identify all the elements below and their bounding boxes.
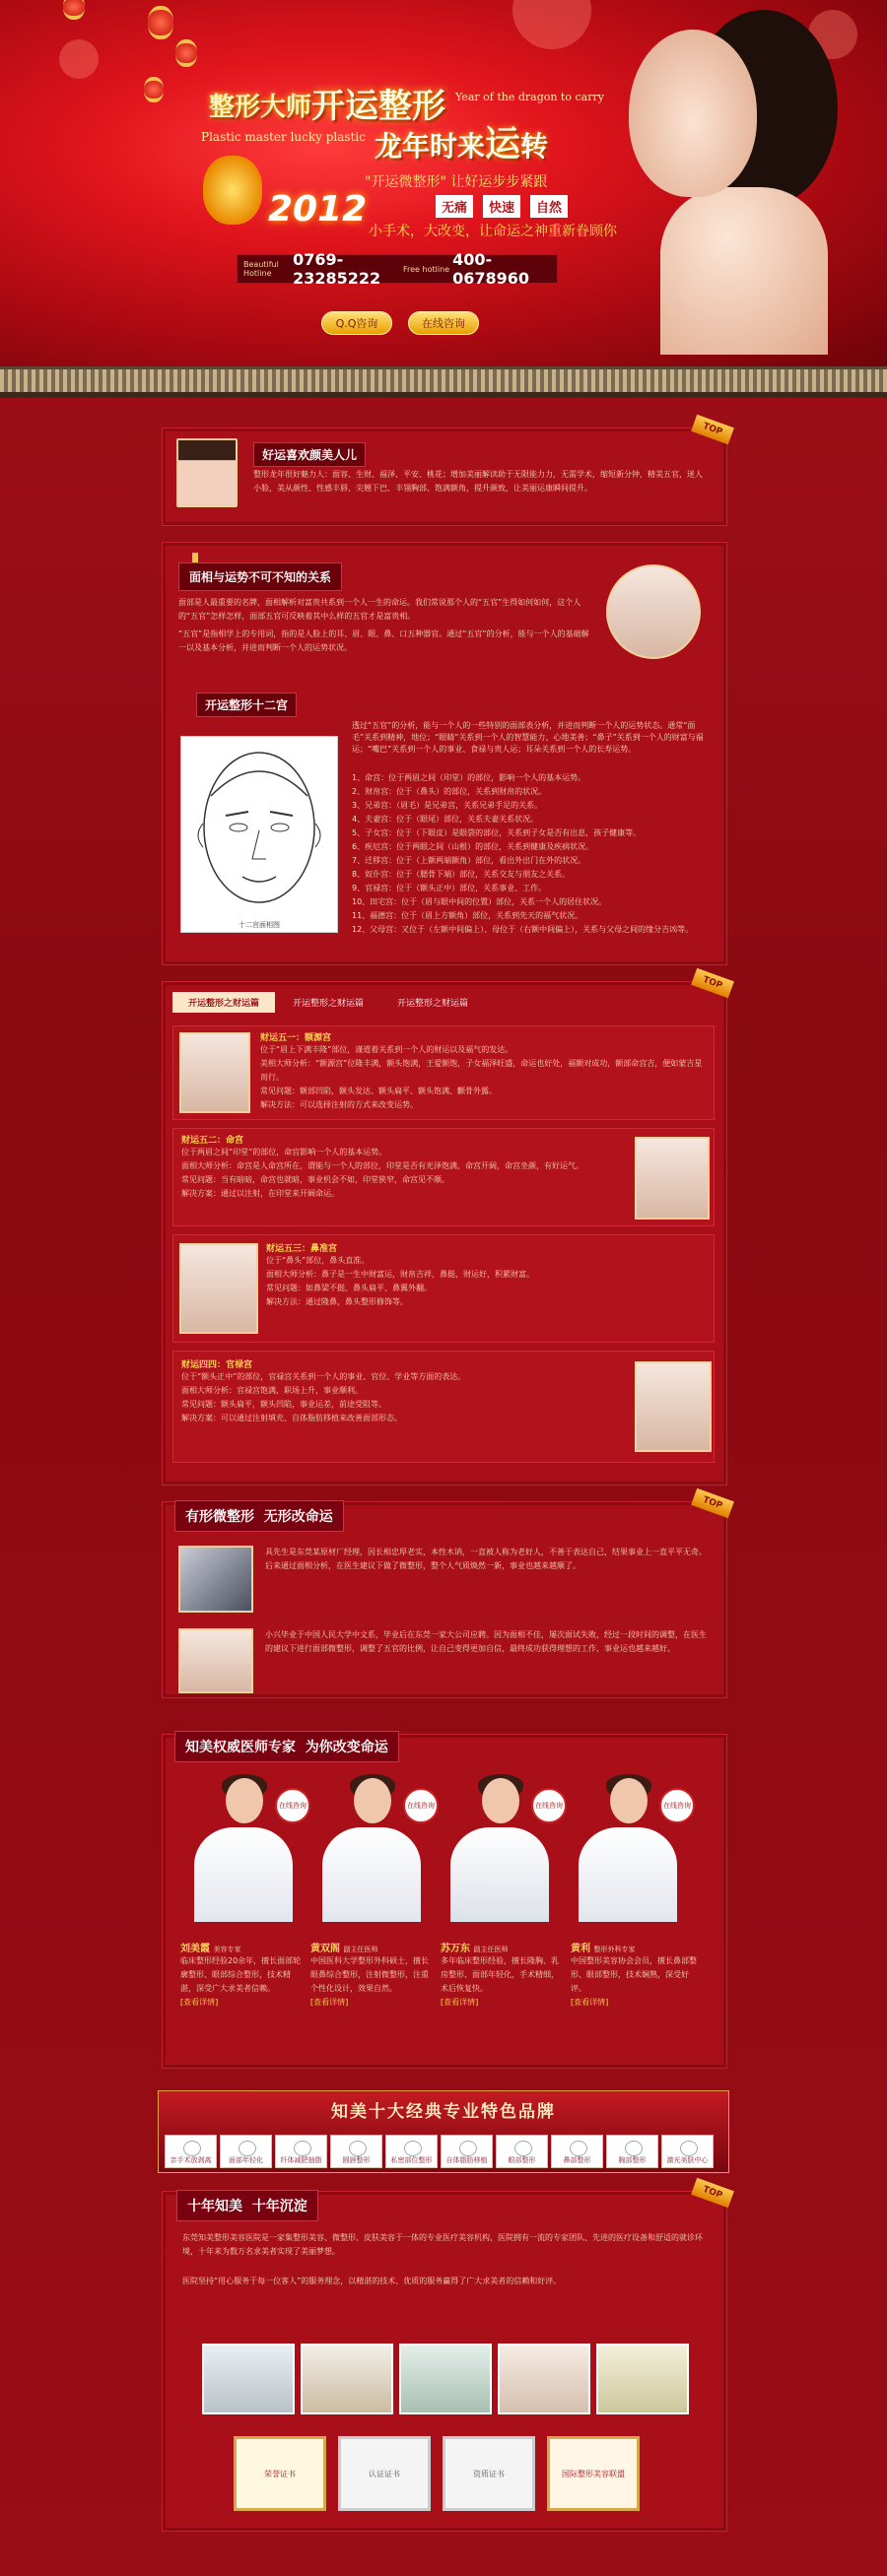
certificates [234,2436,640,2511]
decorative-roof-divider [0,366,887,398]
palace-item: 4、夫妻宫：位于（眼尾）部位，关系夫妻关系状况。 [352,815,539,824]
cases-panel [162,1494,727,1698]
palaces-intro: 透过“五官”的分析，能与一个人的一些特别的面部表分析，并进而判断一个人的运势状态。通常“面毛”关系到精神，地位；“眼睛”关系到一个人的智慧能力、心地美善；“鼻子”关系到一个人的财富与福运；“嘴巴”关系到一个人的事业、食禄与贵人运；耳朵关系到一个人的长寿运势。 [352,721,704,754]
palace-item: 11、福德宫：位于（眉上方额角）部位，关系到先天的福气状况。 [352,911,583,920]
palace-item: 7、迁移宫：位于（上额两端额角）部位，看出外出门在外的状况。 [352,856,586,865]
name: 黄双阁 [310,1944,340,1954]
top-badge: TOP [691,1488,734,1519]
certificate: 认证证书 [338,2436,431,2511]
fortune-item [172,1025,715,1120]
avatar [176,438,238,507]
case-text: 小兴毕业于中国人民大学中文系，毕业后在东莞一家大公司应聘。因为面相不佳，屡次面试失败，经过一段时间的调整，在医生的建议下进行面部微整形，调整了五官的比例，让自己变得更加自信，最终成功获得理想的工作，事业运也越来越好。 [265,1630,707,1653]
slogan-part: 龙年时来 [375,130,486,163]
certificate: 资质证书 [443,2436,535,2511]
lantern-icon [148,6,173,39]
shoulder [660,187,828,355]
face-diagram-icon [181,737,337,932]
hero-tagline: 小手术，大改变，让命运之神重新眷顾你 [369,224,617,239]
details-link[interactable]: [查看详情] [441,1998,479,2007]
fortune-line: 面相大师分析：命宫是人命宫所在，谓能与一个人的部位，印堂是否有光泽饱满，命宫开阔，命宫坐颜，有好运气。 [181,1161,583,1170]
brand-item[interactable]: 圆唇整形 [330,2135,382,2168]
model-portrait [591,30,848,345]
tab-wealth-1[interactable]: 开运整形之财运篇 [172,992,275,1013]
doctor-bio: 临床整形经验20余年，擅长面部轮廓整形、眼部综合整形，技术精湛，深受广大求美者信赖。 [180,1956,302,1993]
top-badge: TOP [691,415,734,445]
brand-item[interactable]: 鼻部整形 [551,2135,603,2168]
hero-slogan [375,116,548,166]
fortune-panel [162,974,727,1486]
fortune-line: 常见问题：额部凹陷，额头发达、额头扁平、额头饱满、颧骨外露。 [260,1087,497,1095]
section-title [176,2190,318,2221]
hero-banner [0,0,887,366]
lantern-icon [175,39,197,67]
fortune-line: 位于“鼻头”部位，鼻头直准。 [266,1256,370,1265]
brand-item[interactable]: 纤体减肥抽脂 [275,2135,327,2168]
brand-item[interactable]: 面部年轻化 [220,2135,272,2168]
online-consult-bubble[interactable]: 在线咨询 [531,1788,567,1823]
hero-subtitle: "开运微整形" 让好运步步紧跟 [365,174,548,190]
palace-item: 9、官禄宫：位于（额头正中）部位，关系事业、工作。 [352,884,547,892]
certificate: 国际整形美容联盟 [547,2436,640,2511]
phone-label: Beautiful Hotline [243,260,279,278]
bokeh [512,0,591,49]
dragon-mascot-icon [203,156,262,225]
slogan-part: 转 [520,130,549,163]
hero-tag: 自然 [530,195,568,218]
hero-tag: 无痛 [436,195,473,218]
brand-item[interactable]: 自体脂肪移植 [441,2135,493,2168]
role: 副主任医师 [473,1946,509,1953]
fortune-line: 常见问题：如鼻梁不挺、鼻头扁平、鼻翼外翻。 [266,1284,432,1292]
doctor-card [180,1940,303,2010]
clinic-photo [301,2344,393,2414]
hero-tag: 快速 [483,195,520,218]
hero-tags [436,195,568,218]
fortune-title: 财运五一：额源宫 [260,1033,332,1043]
fortune-line: 美相大师分析：“额源宫”位隆丰满，额头饱满，王爱额饱，子女福泽旺盛，命运也好处，福额对成功，额部命宫吉，便如蒙吉星而行。 [260,1059,703,1082]
doctor-card [441,1940,563,2010]
fortune-title: 财运五三：鼻准宫 [266,1244,338,1254]
title-part: 无形改命运 [263,1509,333,1525]
case-photo [178,1546,253,1613]
details-link[interactable]: [查看详情] [180,1998,219,2007]
physiognomy-text: 面部是人最重要的名牌，面相解析对富贵共系到一个人一生的命运。我们常说那个人的“五官”生得如何如何，这个人的“五官”怎样怎样，面部五官可反映着其中么样的五官才是富贵相。 [178,598,581,621]
fortune-line: 常见问题：当有暗暗，命宫也就暗，事业机会不如，印堂狭窄，命宫见不顺。 [181,1175,449,1184]
title-part: 有形微整形 [185,1509,254,1525]
clinic-photo [498,2344,590,2414]
twelve-palaces-diagram [180,736,338,933]
title-part: 十年知美 [187,2199,242,2214]
model-photo [635,1137,710,1220]
qq-consult-button[interactable]: Q.Q咨询 [321,311,392,335]
tab-wealth-3[interactable]: 开运整形之财运篇 [397,999,469,1009]
face [482,1778,519,1823]
intro-text: 整形龙年很好魅力人：面容、生财、福泽、平安、桃花；增加美丽解读助于无限能力力，无需学术，缩短新分钟，精美五官，迷人小脸，美从颜性、性感丰唇、尖翘下巴、丰翎胸部、饱满额角，提升颜致，让美丽运康瞬间提升。 [253,470,703,493]
role: 整形外科专家 [593,1946,636,1953]
fortune-line: 面相大师分析：官禄宫饱满，职场上升，事业顺利。 [181,1386,363,1395]
brands-strip [158,2090,729,2173]
palace-item: 8、奴仆宫：位于（腮骨下端）部位，关系交友与朋友之关系。 [352,870,571,879]
name: 苏万东 [441,1944,470,1954]
fortune-item [172,1234,715,1343]
certificate: 荣誉证书 [234,2436,326,2511]
online-consult-bubble[interactable]: 在线咨询 [659,1788,695,1823]
coat [579,1827,677,1922]
fortune-line: 面相大师分析：鼻子是一生中财富运，财帛吉祥，鼻挺，财运好，积累财富。 [266,1270,534,1279]
name: 刘美霞 [180,1944,210,1954]
lantern-icon [144,77,164,102]
role: 美容专家 [213,1946,241,1953]
doctor-card [310,1940,433,2010]
doctor-name [310,1940,433,1954]
brand-item[interactable]: 亲手术放剥离 [165,2135,217,2168]
palace-item: 3、兄弟宫：（眉毛）是兄弟宫，关系兄弟手足的关系。 [352,801,543,810]
doctor-name [571,1940,699,1954]
lantern-icon [63,0,85,20]
fortune-text [260,1030,704,1112]
section-title: 面相与运势不可不知的关系 [178,562,342,591]
clinic-photo [399,2344,492,2414]
face [226,1778,263,1823]
history-text: 医院坚持“用心服务于每一位客人”的服务理念，以精湛的技术、优质的服务赢得了广大求美者的信赖和好评。 [182,2277,562,2285]
diagram-caption: 十二宫面相图 [239,921,280,929]
title-part: 为你改变命运 [305,1740,388,1755]
online-consult-button[interactable]: 在线咨询 [408,311,479,335]
fortune-line: 位于“额头正中”的部位，官禄宫关系到一个人的事业、官位、学业等方面的表达。 [181,1372,466,1381]
fortune-title: 财运五二：命宫 [181,1136,244,1146]
fortune-line: 常见问题：额头扁平，额头凹陷，事业运差，前途受阻等。 [181,1400,386,1409]
phone-number[interactable]: 400-0678960 [452,250,530,288]
doctor-name [441,1940,563,1954]
model-photo [635,1361,712,1452]
online-consult-bubble[interactable]: 在线咨询 [275,1788,310,1823]
case-photo [178,1628,253,1693]
section-title [174,1731,399,1762]
brand-item[interactable]: 眼部整形 [496,2135,548,2168]
hero-title-left: 整形大师 [209,93,312,122]
fortune-line: 解决方案：可以通过注射填充、自体脂肪移植来改善面部形态。 [181,1414,402,1422]
brand-item[interactable]: 激光美肤中心 [661,2135,714,2168]
brands-title: 知美十大经典专业特色品牌 [331,2102,556,2122]
top-badge: TOP [691,2178,734,2209]
section-title: 好运喜欢颜美人儿 [253,442,366,467]
face [610,1778,648,1823]
experts-panel [162,1734,727,2069]
doctor-bio: 中国医科大学整形外科硕士，擅长眼鼻综合整形，注射微整形，注重个性化设计，效果自然。 [310,1956,429,1993]
beauty-face-photo [606,564,701,659]
details-link[interactable]: [查看详情] [310,1998,349,2007]
details-link[interactable]: [查看详情] [571,1998,609,2007]
online-consult-bubble[interactable]: 在线咨询 [403,1788,439,1823]
top-badge: TOP [691,968,734,999]
phone-label: Free hotline [403,264,450,274]
name: 黄利 [571,1944,590,1954]
history-panel [162,2184,727,2532]
fortune-text [181,1357,615,1425]
fortune-tabs [172,992,484,1013]
brand-item[interactable]: 胸部整形 [606,2135,658,2168]
palace-item: 5、子女宫：位于（下眼皮）是眼袋的部位，关系到子女是否有出息，孩子健康等。 [352,828,642,837]
coat [194,1827,293,1922]
physiognomy-panel [162,542,727,965]
section-title [174,1500,344,1532]
coat [322,1827,421,1922]
palaces-list [352,771,711,937]
doctor-card [571,1940,699,2010]
physiognomy-text: “五官”是指相学上的专用词，指的是人脸上的耳、眉、眼、鼻、口五种器官。通过“五官”的分析，能与一个人的基础解一以及基本分析，并进而判断一个人的运势状况。 [178,629,589,652]
phone-number[interactable]: 0769-23285222 [293,250,381,288]
fortune-title: 财运四四：官禄宫 [181,1360,253,1370]
palace-item: 6、疾厄宫：位于两眼之间（山根）的部位，关系到健康及疾病状况。 [352,842,594,851]
hero-english-line: Year of the dragon to carry [455,91,604,103]
tab-wealth-2[interactable]: 开运整形之财运篇 [293,999,365,1009]
hero-year: 2012 [268,189,368,230]
fortune-line: 解决方法：通过隆鼻，鼻头整形修饰等。 [266,1297,408,1306]
brand-item[interactable]: 私密部位整形 [385,2135,438,2168]
fortune-line: 位于“眉上下满丰隆”部位，谨道着关系到一个人的财运以及福气的发达。 [260,1045,513,1054]
brand-list [165,2135,714,2168]
role: 副主任医师 [343,1946,378,1953]
doctor-bio: 多年临床整形经验，擅长隆胸、乳房整形、面部年轻化，手术精细，术后恢复快。 [441,1956,559,1993]
clinic-photos [202,2344,689,2414]
model-photo [179,1243,258,1334]
fortune-text [181,1133,615,1201]
title-part: 十年沉淀 [251,2199,307,2214]
case-text: 具先生是东莞某原材厂经理，因长相忠厚老实，本性木讷，一直被人称为老好人，不善于表达自己，结果事业上一直平平无奇。后来通过面相分析，在医生建议下做了微整形，整个人气质焕然一新，事业也越来越顺了。 [265,1548,707,1570]
fortune-line: 位于两眉之间“印堂”的部位，命宫影响一个人的基本运势。 [181,1148,387,1156]
fortune-item [172,1351,715,1463]
section-title: 开运整形十二宫 [196,693,297,717]
hero-title-main: 开运整形 [311,87,445,126]
fortune-line: 解决方案：通过以注射，在印堂来开阔命运。 [181,1189,339,1198]
palace-item: 2、财帛宫：位于（鼻头）的部位，关系到财帛的状况。 [352,787,547,796]
hotline-bar [237,250,558,288]
face [354,1778,391,1823]
palace-item: 1、命宫：位于两眉之间（印堂）的部位，影响一个人的基本运势。 [352,773,586,782]
palace-item: 12、父母宫：又位于（左额中间偏上）、母位于（右额中间偏上），关系与父母之间的缘分吉凶等。 [352,925,694,934]
bokeh [59,39,99,79]
palace-item: 10、田宅宫：位于（眉与眼中间的位置）部位，关系一个人的居住状况。 [352,897,607,906]
clinic-photo [596,2344,689,2414]
fortune-line: 解决方法：可以选择注射的方式来改变运势。 [260,1100,418,1109]
coat [450,1827,549,1922]
slogan-highlight: 运 [485,124,521,165]
hero-english-line: Plastic master lucky plastic [201,130,366,144]
intro-panel [162,421,727,526]
face [629,30,757,197]
doctor-name [180,1940,303,1954]
doctor-bio: 中国整形美容协会会员，擅长鼻部整形、眼部整形，技术娴熟，深受好评。 [571,1956,697,1993]
title-part: 知美权威医师专家 [185,1740,296,1755]
clinic-photo [202,2344,295,2414]
fortune-text [266,1241,706,1309]
fortune-item [172,1128,715,1226]
model-photo [179,1032,250,1113]
history-text: 东莞知美整形美容医院是一家集整形美容、微整形、皮肤美容于一体的专业医疗美容机构，医院拥有一流的专家团队、先进的医疗设备和舒适的就诊环境，十年来为数万名求美者实现了美丽梦想。 [182,2233,703,2256]
